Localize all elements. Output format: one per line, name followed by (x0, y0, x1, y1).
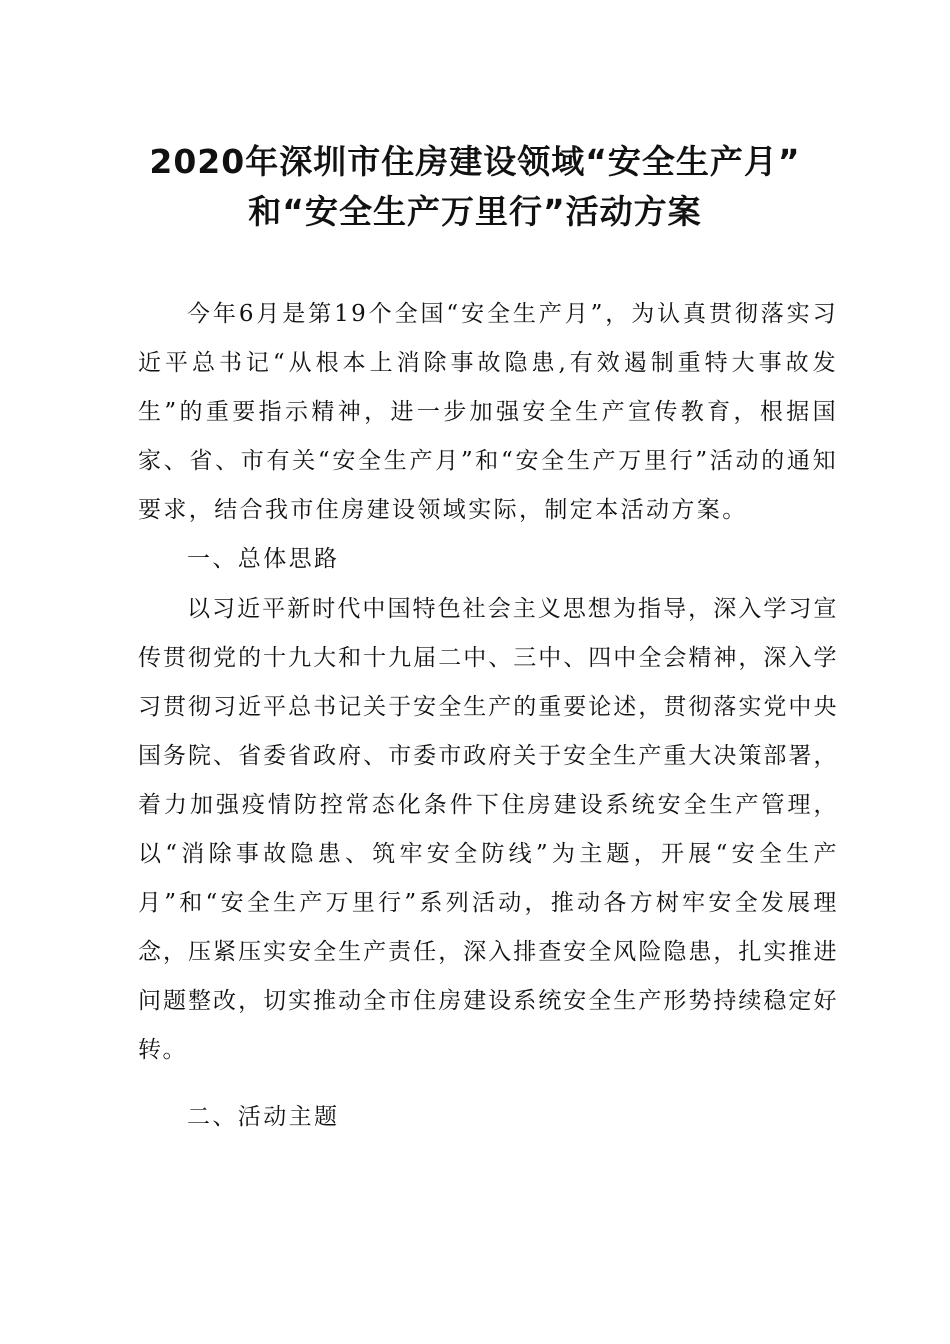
intro-paragraph: 今年6月是第19个全国“安全生产月”，为认真贯彻落实习近平总书记“从根本上消除事故隐患,有效遏制重特大事故发生”的重要指示精神，进一步加强安全生产宣传教育，根据国家、省、市有关“安全生产月”和“安全生产万里行”活动的通知要求，结合我市住房建设领域实际，制定本活动方案。 (138, 301, 838, 524)
section-heading-overall-approach: 一、总体思路 (187, 546, 340, 573)
document-title-line-1: 2020年深圳市住房建设领域“安全生产月” (149, 142, 801, 181)
document-body (138, 290, 838, 1142)
overall-approach-paragraph: 以习近平新时代中国特色社会主义思想为指导，深入学习宣传贯彻党的十九大和十九届二中、三中、四中全会精神，深入学习贯彻习近平总书记关于安全生产的重要论述，贯彻落实党中央国务院、省委省政府、市委市政府关于安全生产重大决策部署，着力加强疫情防控常态化条件下住房建设系统安全生产管理，以“消除事故隐患、筑牢安全防线”为主题，开展“安全生产月”和“安全生产万里行”系列活动，推动各方树牢安全发展理念，压紧压实安全生产责任，深入排查安全风险隐患，扎实推进问题整改，切实推动全市住房建设系统安全生产形势持续稳定好转。 (138, 595, 838, 1064)
document-title-line-2: 和“安全生产万里行”活动方案 (248, 192, 702, 231)
section-heading-activity-theme: 二、活动主题 (187, 1103, 340, 1130)
